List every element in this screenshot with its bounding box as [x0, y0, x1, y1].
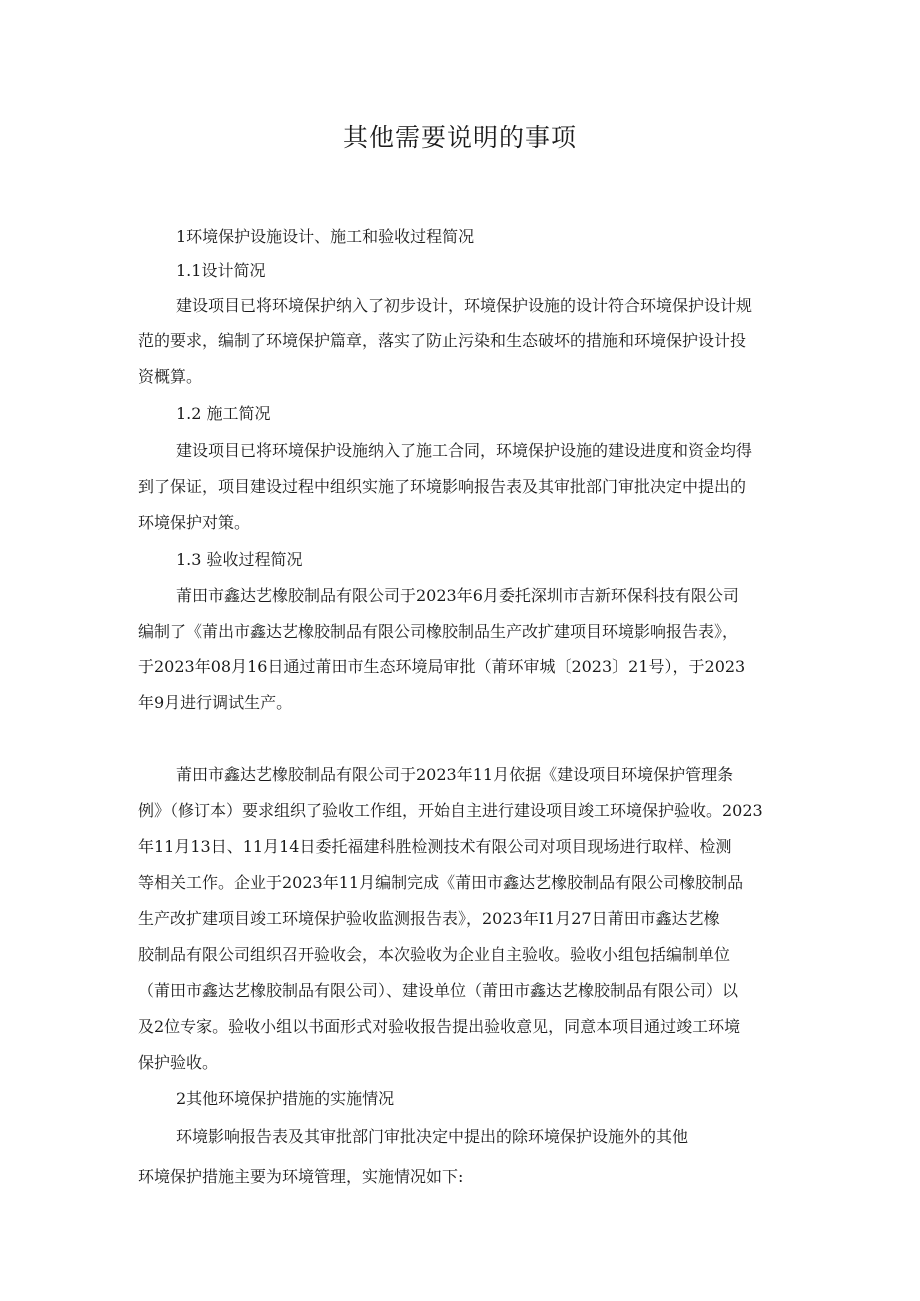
paragraph-line: 资概算。 — [138, 367, 203, 386]
subsection-heading-1-3: 1.3 验收过程简况 — [176, 550, 303, 569]
paragraph-line: 到了保证，项目建设过程中组织实施了环境影响报告表及其审批部门审批决定中提出的 — [138, 477, 747, 496]
paragraph-line: 生产改扩建项目竣工环境保护验收监测报告表》，2023年I1月27日莆田市鑫达艺橡 — [138, 909, 720, 928]
paragraph-line: 范的要求，编制了环境保护篇章，落实了防止污染和生态破坏的措施和环境保护设计投 — [138, 331, 747, 350]
paragraph-line: 莆田市鑫达艺橡胶制品有限公司于2023年11月依据《建设项目环境保护管理条 — [176, 765, 734, 784]
paragraph-line: 年9月进行调试生产。 — [138, 693, 293, 712]
subsection-heading-1-2: 1.2 施工简况 — [176, 404, 271, 423]
paragraph-line: 编制了《莆出市鑫达艺橡胶制品有限公司橡胶制品生产改扩建项目环境影响报告表》， — [138, 622, 739, 641]
paragraph-line: 及2位专家。验收小组以书面形式对验收报告提出验收意见，同意本项目通过竣工环境 — [138, 1017, 741, 1036]
section-heading-2: 2其他环境保护措施的实施情况 — [176, 1089, 395, 1108]
paragraph-line: 建设项目已将环境保护纳入了初步设计，环境保护设施的设计符合环境保护设计规 — [176, 296, 753, 315]
subsection-heading-1-1: 1.1设计简况 — [176, 261, 266, 280]
paragraph-line: 于2023年08月16日通过莆田市生态环境局审批（莆环审城〔2023〕21号），于2023 — [138, 657, 746, 676]
paragraph-line: 胶制品有限公司组织召开验收会，本次验收为企业自主验收。验收小组包括编制单位 — [138, 945, 731, 964]
paragraph-line: （莆田市鑫达艺橡胶制品有限公司）、建设单位（莆田市鑫达艺橡胶制品有限公司）以 — [138, 981, 739, 1000]
paragraph-line: 保护验收。 — [138, 1053, 219, 1072]
paragraph-line: 例》（修订本）要求组织了验收工作组，开始自主进行建设项目竣工环境保护验收。2023 — [138, 801, 763, 820]
paragraph-line: 年11月13日、11月14日委托福建科胜检测技术有限公司对项目现场进行取样、检测 — [138, 837, 732, 856]
paragraph-line: 莆田市鑫达艺橡胶制品有限公司于2023年6月委托深圳市吉新环保科技有限公司 — [176, 586, 739, 605]
paragraph-line: 等相关工作。企业于2023年11月编制完成《莆田市鑫达艺橡胶制品有限公司橡胶制品 — [138, 873, 744, 892]
document-title: 其他需要说明的事项 — [342, 123, 577, 152]
paragraph-line: 建设项目已将环境保护设施纳入了施工合同，环境保护设施的建设进度和资金均得 — [176, 441, 753, 460]
paragraph-line: 环境保护对策。 — [138, 513, 251, 532]
section-heading-1: 1环境保护设施设计、施工和验收过程简况 — [176, 227, 475, 246]
paragraph-line: 环境保护措施主要为环境管理，实施情况如下: — [138, 1167, 464, 1186]
paragraph-line: 环境影响报告表及其审批部门审批决定中提出的除环境保护设施外的其他 — [176, 1127, 689, 1146]
